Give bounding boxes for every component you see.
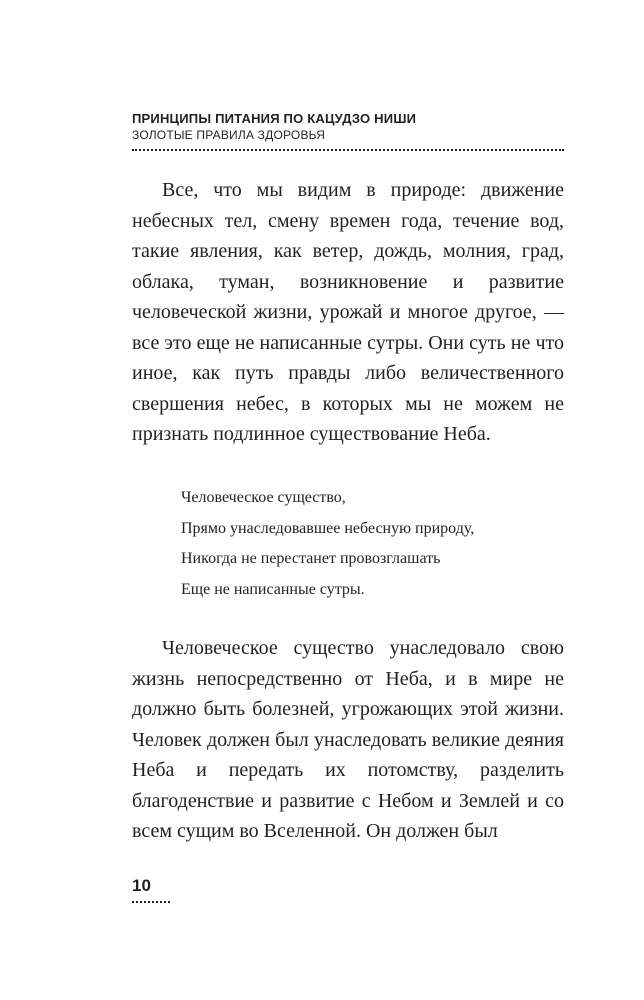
- running-header: [132, 110, 564, 151]
- poem-line: Человеческое существо,: [181, 489, 346, 506]
- poem-line: Прямо унаследовавшее небесную природу,: [181, 519, 475, 537]
- page-number-dotted-rule: [132, 901, 170, 903]
- poem-line: Никогда не перестанет провозглашать: [181, 550, 441, 567]
- header-dotted-rule: [132, 149, 564, 151]
- poem: [181, 483, 564, 605]
- paragraph-1: Все, что мы видим в природе: движение небесных тел, смену времен года, течение вод, такие явления, как ветер, дождь, молния, град, облака, туман, возникновение и развитие человеческой жизни, урожай и многое другое, — все это еще не написанные сутры. Они суть не что иное, как путь правды либо величественного свершения небес, в которых мы не можем не признать подлинное существование Неба.: [132, 179, 564, 445]
- book-subtitle: ЗОЛОТЫЕ ПРАВИЛА ЗДОРОВЬЯ: [132, 128, 326, 142]
- book-title: ПРИНЦИПЫ ПИТАНИЯ ПО КАЦУДЗО НИШИ: [132, 111, 417, 126]
- page-number: 10: [132, 876, 151, 895]
- paragraph-2: Человеческое существо унаследовало свою жизнь непосредственно от Неба, и в мире не должно быть болезней, угрожающих этой жизни. Человек должен был унаследовать великие деяния Неба и передать их потомству, разделить благоденствие и развитие с Небом и Землей и со всем сущим во Вселенной. Он должен был: [132, 637, 564, 842]
- poem-line: Еще не написанные сутры.: [181, 580, 365, 598]
